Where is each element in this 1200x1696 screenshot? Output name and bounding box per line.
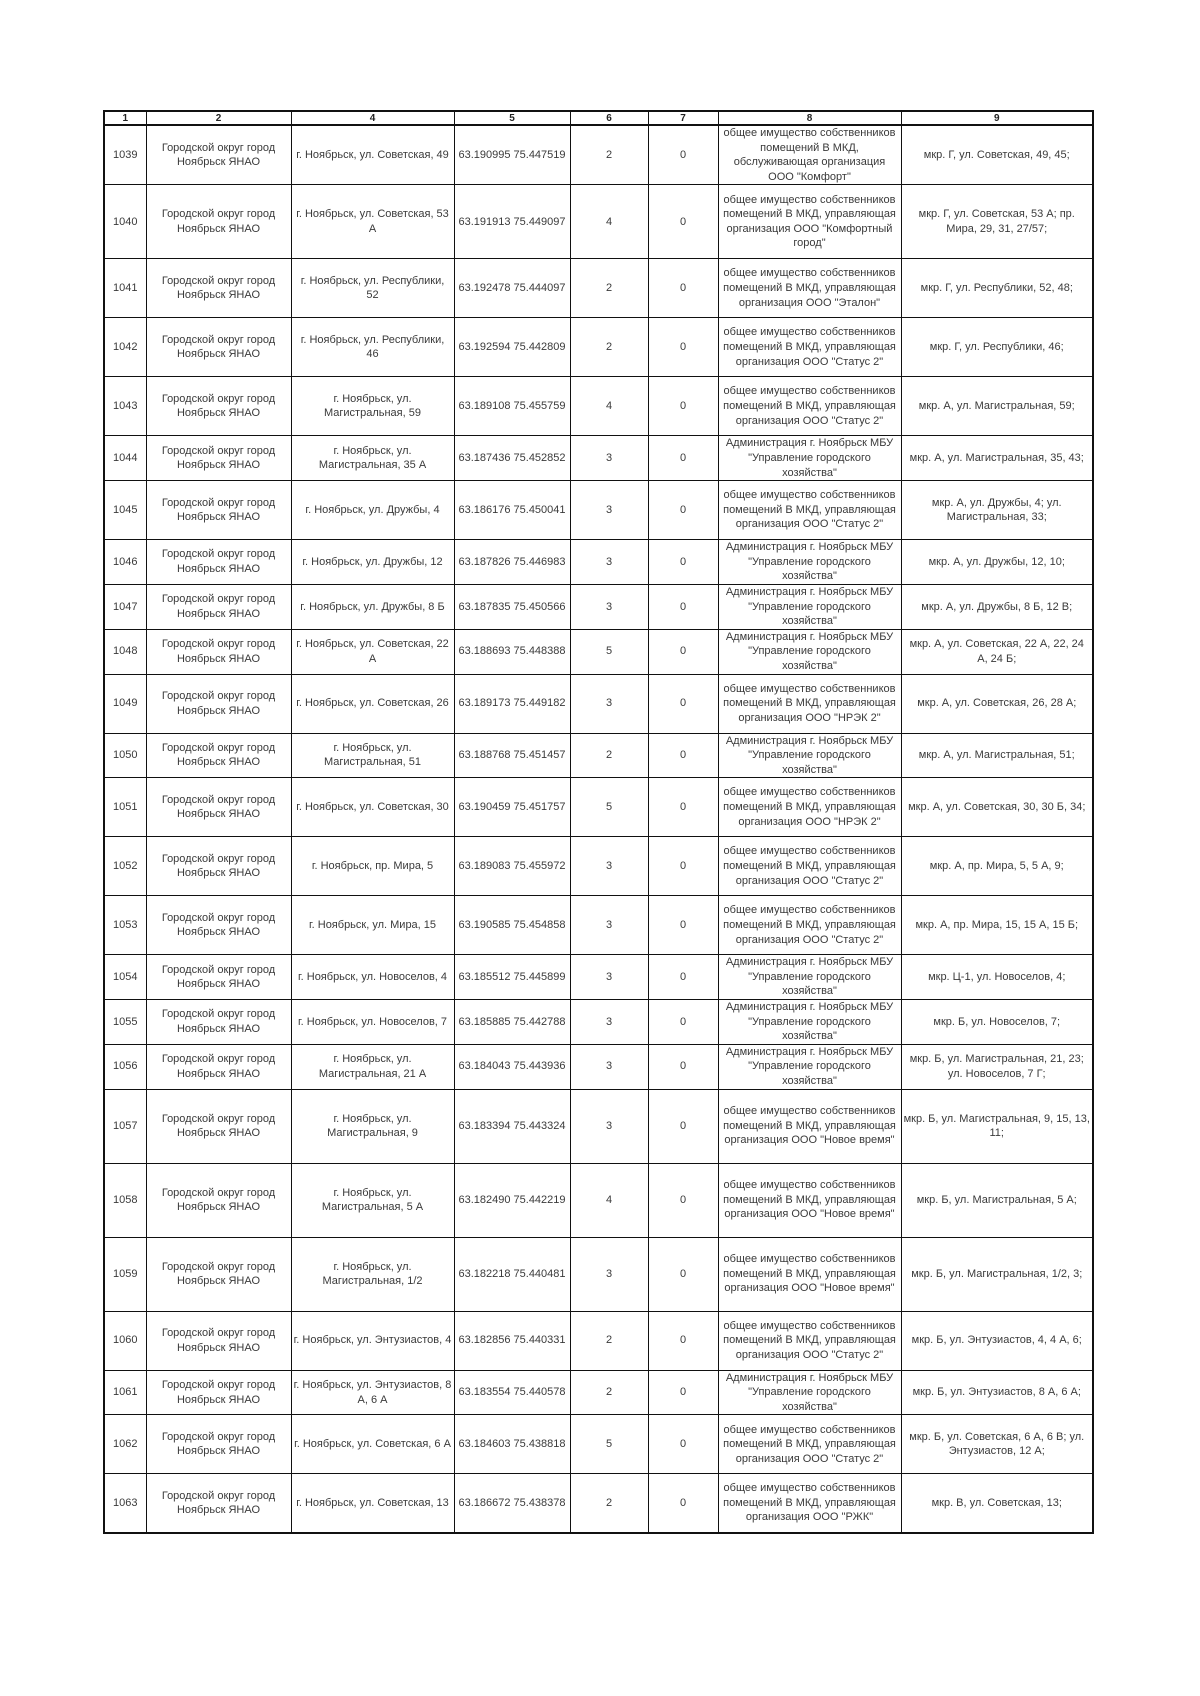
coordinates-cell: 63.185885 75.442788 [454, 1000, 570, 1045]
service-area-cell: мкр. Г, ул. Республики, 52, 48; [901, 259, 1093, 318]
municipality-cell: Городской округ город Ноябрьск ЯНАО [146, 1370, 291, 1415]
address-cell: г. Ноябрьск, ул. Дружбы, 12 [291, 540, 454, 585]
count-7-cell: 0 [648, 733, 718, 778]
row-number-cell: 1053 [104, 896, 146, 955]
owner-cell: общее имущество собственников помещений В МКД, управляющая организация ООО "РЖК" [718, 1474, 901, 1533]
count-7-cell: 0 [648, 837, 718, 896]
municipality-cell: Городской округ город Ноябрьск ЯНАО [146, 955, 291, 1000]
container-count-cell: 2 [570, 1474, 648, 1533]
table-row [104, 674, 1093, 733]
container-count-cell: 3 [570, 837, 648, 896]
row-number-cell: 1051 [104, 778, 146, 837]
owner-cell: Администрация г. Ноябрьск МБУ "Управление городского хозяйства" [718, 1044, 901, 1089]
row-number-cell: 1062 [104, 1415, 146, 1474]
count-7-cell: 0 [648, 481, 718, 540]
owner-cell: общее имущество собственников помещений В МКД, обслуживающая организация ООО "Комфорт" [718, 125, 901, 185]
table-row [104, 318, 1093, 377]
owner-cell: общее имущество собственников помещений В МКД, управляющая организация ООО "НРЭК 2" [718, 778, 901, 837]
table-row [104, 778, 1093, 837]
service-area-cell: мкр. А, ул. Советская, 30, 30 Б, 34; [901, 778, 1093, 837]
column-header: 8 [718, 111, 901, 125]
address-cell: г. Ноябрьск, ул. Советская, 53 А [291, 185, 454, 259]
address-cell: г. Ноябрьск, ул. Советская, 26 [291, 674, 454, 733]
container-count-cell: 5 [570, 629, 648, 674]
address-cell: г. Ноябрьск, ул. Республики, 46 [291, 318, 454, 377]
municipality-cell: Городской округ город Ноябрьск ЯНАО [146, 1311, 291, 1370]
coordinates-cell: 63.183394 75.443324 [454, 1089, 570, 1163]
owner-cell: общее имущество собственников помещений В МКД, управляющая организация ООО "Статус 2" [718, 1311, 901, 1370]
owner-cell: общее имущество собственников помещений В МКД, управляющая организация ООО "Статус 2" [718, 837, 901, 896]
table-row [104, 1311, 1093, 1370]
coordinates-cell: 63.190995 75.447519 [454, 125, 570, 185]
row-number-cell: 1044 [104, 436, 146, 481]
municipality-cell: Городской округ город Ноябрьск ЯНАО [146, 481, 291, 540]
coordinates-cell: 63.183554 75.440578 [454, 1370, 570, 1415]
row-number-cell: 1039 [104, 125, 146, 185]
municipality-cell: Городской округ город Ноябрьск ЯНАО [146, 259, 291, 318]
table-row [104, 1044, 1093, 1089]
service-area-cell: мкр. А, ул. Дружбы, 4; ул. Магистральная, 33; [901, 481, 1093, 540]
table-row [104, 584, 1093, 629]
service-area-cell: мкр. Г, ул. Советская, 53 А; пр. Мира, 29, 31, 27/57; [901, 185, 1093, 259]
service-area-cell: мкр. Б, ул. Магистральная, 1/2, 3; [901, 1237, 1093, 1311]
address-cell: г. Ноябрьск, ул. Магистральная, 59 [291, 377, 454, 436]
row-number-cell: 1054 [104, 955, 146, 1000]
address-cell: г. Ноябрьск, ул. Магистральная, 35 А [291, 436, 454, 481]
table-row [104, 185, 1093, 259]
municipality-cell: Городской округ город Ноябрьск ЯНАО [146, 1044, 291, 1089]
owner-cell: общее имущество собственников помещений В МКД, управляющая организация ООО "Новое время" [718, 1237, 901, 1311]
row-number-cell: 1040 [104, 185, 146, 259]
table-row [104, 955, 1093, 1000]
container-count-cell: 2 [570, 318, 648, 377]
service-area-cell: мкр. В, ул. Советская, 13; [901, 1474, 1093, 1533]
service-area-cell: мкр. А, ул. Дружбы, 12, 10; [901, 540, 1093, 585]
address-cell: г. Ноябрьск, ул. Мира, 15 [291, 896, 454, 955]
count-7-cell: 0 [648, 1000, 718, 1045]
owner-cell: общее имущество собственников помещений В МКД, управляющая организация ООО "Статус 2" [718, 377, 901, 436]
service-area-cell: мкр. Б, ул. Магистральная, 5 А; [901, 1163, 1093, 1237]
row-number-cell: 1045 [104, 481, 146, 540]
count-7-cell: 0 [648, 1089, 718, 1163]
address-cell: г. Ноябрьск, ул. Магистральная, 51 [291, 733, 454, 778]
address-cell: г. Ноябрьск, ул. Магистральная, 21 А [291, 1044, 454, 1089]
table-row [104, 837, 1093, 896]
table-row [104, 896, 1093, 955]
address-cell: г. Ноябрьск, ул. Дружбы, 4 [291, 481, 454, 540]
municipality-cell: Городской округ город Ноябрьск ЯНАО [146, 584, 291, 629]
count-7-cell: 0 [648, 1474, 718, 1533]
address-cell: г. Ноябрьск, ул. Магистральная, 9 [291, 1089, 454, 1163]
service-area-cell: мкр. Б, ул. Новоселов, 7; [901, 1000, 1093, 1045]
row-number-cell: 1057 [104, 1089, 146, 1163]
service-area-cell: мкр. А, ул. Советская, 22 А, 22, 24 А, 24 Б; [901, 629, 1093, 674]
column-header: 5 [454, 111, 570, 125]
row-number-cell: 1063 [104, 1474, 146, 1533]
count-7-cell: 0 [648, 1415, 718, 1474]
coordinates-cell: 63.182490 75.442219 [454, 1163, 570, 1237]
coordinates-cell: 63.188768 75.451457 [454, 733, 570, 778]
coordinates-cell: 63.184043 75.443936 [454, 1044, 570, 1089]
owner-cell: Администрация г. Ноябрьск МБУ "Управление городского хозяйства" [718, 436, 901, 481]
service-area-cell: мкр. Б, ул. Энтузиастов, 4, 4 А, 6; [901, 1311, 1093, 1370]
coordinates-cell: 63.189083 75.455972 [454, 837, 570, 896]
address-cell: г. Ноябрьск, ул. Советская, 49 [291, 125, 454, 185]
row-number-cell: 1043 [104, 377, 146, 436]
coordinates-cell: 63.184603 75.438818 [454, 1415, 570, 1474]
count-7-cell: 0 [648, 778, 718, 837]
table-row [104, 1163, 1093, 1237]
column-header: 9 [901, 111, 1093, 125]
container-count-cell: 3 [570, 1237, 648, 1311]
table-row [104, 481, 1093, 540]
count-7-cell: 0 [648, 318, 718, 377]
municipality-cell: Городской округ город Ноябрьск ЯНАО [146, 733, 291, 778]
container-count-cell: 5 [570, 778, 648, 837]
table-row [104, 125, 1093, 185]
municipality-cell: Городской округ город Ноябрьск ЯНАО [146, 1237, 291, 1311]
address-cell: г. Ноябрьск, ул. Энтузиастов, 4 [291, 1311, 454, 1370]
municipality-cell: Городской округ город Ноябрьск ЯНАО [146, 1163, 291, 1237]
service-area-cell: мкр. А, ул. Магистральная, 59; [901, 377, 1093, 436]
column-header: 4 [291, 111, 454, 125]
coordinates-cell: 63.187826 75.446983 [454, 540, 570, 585]
municipality-cell: Городской округ город Ноябрьск ЯНАО [146, 674, 291, 733]
municipality-cell: Городской округ город Ноябрьск ЯНАО [146, 1474, 291, 1533]
coordinates-cell: 63.190585 75.454858 [454, 896, 570, 955]
row-number-cell: 1046 [104, 540, 146, 585]
municipality-cell: Городской округ город Ноябрьск ЯНАО [146, 778, 291, 837]
address-cell: г. Ноябрьск, ул. Советская, 6 А [291, 1415, 454, 1474]
table-row [104, 540, 1093, 585]
row-number-cell: 1056 [104, 1044, 146, 1089]
address-cell: г. Ноябрьск, ул. Дружбы, 8 Б [291, 584, 454, 629]
address-cell: г. Ноябрьск, пр. Мира, 5 [291, 837, 454, 896]
address-cell: г. Ноябрьск, ул. Магистральная, 5 А [291, 1163, 454, 1237]
municipality-cell: Городской округ город Ноябрьск ЯНАО [146, 629, 291, 674]
coordinates-cell: 63.187835 75.450566 [454, 584, 570, 629]
service-area-cell: мкр. Б, ул. Магистральная, 9, 15, 13, 11; [901, 1089, 1093, 1163]
count-7-cell: 0 [648, 259, 718, 318]
column-header: 2 [146, 111, 291, 125]
row-number-cell: 1047 [104, 584, 146, 629]
owner-cell: Администрация г. Ноябрьск МБУ "Управление городского хозяйства" [718, 733, 901, 778]
service-area-cell: мкр. Б, ул. Советская, 6 А, 6 В; ул. Энтузиастов, 12 А; [901, 1415, 1093, 1474]
coordinates-cell: 63.185512 75.445899 [454, 955, 570, 1000]
container-count-cell: 5 [570, 1415, 648, 1474]
row-number-cell: 1049 [104, 674, 146, 733]
address-cell: г. Ноябрьск, ул. Новоселов, 7 [291, 1000, 454, 1045]
container-count-cell: 3 [570, 896, 648, 955]
count-7-cell: 0 [648, 1370, 718, 1415]
owner-cell: Администрация г. Ноябрьск МБУ "Управление городского хозяйства" [718, 955, 901, 1000]
owner-cell: общее имущество собственников помещений В МКД, управляющая организация ООО "Статус 2" [718, 318, 901, 377]
address-cell: г. Ноябрьск, ул. Новоселов, 4 [291, 955, 454, 1000]
owner-cell: общее имущество собственников помещений В МКД, управляющая организация ООО "Новое время" [718, 1089, 901, 1163]
coordinates-cell: 63.189173 75.449182 [454, 674, 570, 733]
owner-cell: Администрация г. Ноябрьск МБУ "Управление городского хозяйства" [718, 1370, 901, 1415]
row-number-cell: 1060 [104, 1311, 146, 1370]
count-7-cell: 0 [648, 1163, 718, 1237]
count-7-cell: 0 [648, 955, 718, 1000]
coordinates-cell: 63.191913 75.449097 [454, 185, 570, 259]
container-count-cell: 4 [570, 377, 648, 436]
municipality-cell: Городской округ город Ноябрьск ЯНАО [146, 1089, 291, 1163]
row-number-cell: 1050 [104, 733, 146, 778]
municipality-cell: Городской округ город Ноябрьск ЯНАО [146, 896, 291, 955]
coordinates-cell: 63.192478 75.444097 [454, 259, 570, 318]
coordinates-cell: 63.182856 75.440331 [454, 1311, 570, 1370]
container-count-cell: 2 [570, 1370, 648, 1415]
count-7-cell: 0 [648, 540, 718, 585]
owner-cell: общее имущество собственников помещений В МКД, управляющая организация ООО "Статус 2" [718, 1415, 901, 1474]
table-row [104, 1370, 1093, 1415]
coordinates-cell: 63.190459 75.451757 [454, 778, 570, 837]
table-row [104, 377, 1093, 436]
row-number-cell: 1042 [104, 318, 146, 377]
container-count-cell: 2 [570, 125, 648, 185]
table-row [104, 436, 1093, 481]
row-number-cell: 1052 [104, 837, 146, 896]
count-7-cell: 0 [648, 584, 718, 629]
count-7-cell: 0 [648, 377, 718, 436]
service-area-cell: мкр. А, ул. Советская, 26, 28 А; [901, 674, 1093, 733]
header-row [104, 111, 1093, 125]
service-area-cell: мкр. А, ул. Магистральная, 51; [901, 733, 1093, 778]
municipality-cell: Городской округ город Ноябрьск ЯНАО [146, 540, 291, 585]
service-area-cell: мкр. А, ул. Дружбы, 8 Б, 12 В; [901, 584, 1093, 629]
count-7-cell: 0 [648, 125, 718, 185]
container-count-cell: 3 [570, 674, 648, 733]
column-header: 6 [570, 111, 648, 125]
container-count-cell: 3 [570, 584, 648, 629]
row-number-cell: 1048 [104, 629, 146, 674]
column-header: 1 [104, 111, 146, 125]
coordinates-cell: 63.186176 75.450041 [454, 481, 570, 540]
table-row [104, 1000, 1093, 1045]
count-7-cell: 0 [648, 1237, 718, 1311]
address-cell: г. Ноябрьск, ул. Республики, 52 [291, 259, 454, 318]
column-header: 7 [648, 111, 718, 125]
container-count-cell: 3 [570, 436, 648, 481]
owner-cell: общее имущество собственников помещений В МКД, управляющая организация ООО "Эталон" [718, 259, 901, 318]
count-7-cell: 0 [648, 185, 718, 259]
coordinates-cell: 63.192594 75.442809 [454, 318, 570, 377]
coordinates-cell: 63.189108 75.455759 [454, 377, 570, 436]
owner-cell: Администрация г. Ноябрьск МБУ "Управление городского хозяйства" [718, 1000, 901, 1045]
service-area-cell: мкр. А, пр. Мира, 15, 15 А, 15 Б; [901, 896, 1093, 955]
service-area-cell: мкр. Г, ул. Советская, 49, 45; [901, 125, 1093, 185]
owner-cell: Администрация г. Ноябрьск МБУ "Управление городского хозяйства" [718, 540, 901, 585]
table-row [104, 629, 1093, 674]
owner-cell: общее имущество собственников помещений В МКД, управляющая организация ООО "Новое время" [718, 1163, 901, 1237]
container-count-cell: 3 [570, 1089, 648, 1163]
table-row [104, 1474, 1093, 1533]
municipality-cell: Городской округ город Ноябрьск ЯНАО [146, 837, 291, 896]
count-7-cell: 0 [648, 436, 718, 481]
table-row [104, 1237, 1093, 1311]
owner-cell: Администрация г. Ноябрьск МБУ "Управление городского хозяйства" [718, 629, 901, 674]
container-count-cell: 2 [570, 259, 648, 318]
address-cell: г. Ноябрьск, ул. Советская, 22 А [291, 629, 454, 674]
container-count-cell: 3 [570, 1000, 648, 1045]
container-count-cell: 3 [570, 1044, 648, 1089]
municipality-cell: Городской округ город Ноябрьск ЯНАО [146, 377, 291, 436]
service-area-cell: мкр. Б, ул. Энтузиастов, 8 А, 6 А; [901, 1370, 1093, 1415]
coordinates-cell: 63.182218 75.440481 [454, 1237, 570, 1311]
count-7-cell: 0 [648, 1311, 718, 1370]
owner-cell: общее имущество собственников помещений В МКД, управляющая организация ООО "Статус 2" [718, 481, 901, 540]
container-count-cell: 2 [570, 733, 648, 778]
count-7-cell: 0 [648, 1044, 718, 1089]
container-count-cell: 4 [570, 1163, 648, 1237]
container-count-cell: 2 [570, 1311, 648, 1370]
count-7-cell: 0 [648, 629, 718, 674]
table-row [104, 259, 1093, 318]
service-area-cell: мкр. Ц-1, ул. Новоселов, 4; [901, 955, 1093, 1000]
registry-table [103, 110, 1094, 1534]
municipality-cell: Городской округ город Ноябрьск ЯНАО [146, 318, 291, 377]
count-7-cell: 0 [648, 674, 718, 733]
service-area-cell: мкр. А, ул. Магистральная, 35, 43; [901, 436, 1093, 481]
address-cell: г. Ноябрьск, ул. Магистральная, 1/2 [291, 1237, 454, 1311]
container-count-cell: 3 [570, 955, 648, 1000]
owner-cell: общее имущество собственников помещений В МКД, управляющая организация ООО "Статус 2" [718, 896, 901, 955]
count-7-cell: 0 [648, 896, 718, 955]
municipality-cell: Городской округ город Ноябрьск ЯНАО [146, 125, 291, 185]
address-cell: г. Ноябрьск, ул. Советская, 13 [291, 1474, 454, 1533]
owner-cell: общее имущество собственников помещений В МКД, управляющая организация ООО "Комфортный город" [718, 185, 901, 259]
coordinates-cell: 63.186672 75.438378 [454, 1474, 570, 1533]
row-number-cell: 1041 [104, 259, 146, 318]
coordinates-cell: 63.187436 75.452852 [454, 436, 570, 481]
service-area-cell: мкр. Б, ул. Магистральная, 21, 23; ул. Новоселов, 7 Г; [901, 1044, 1093, 1089]
container-count-cell: 3 [570, 540, 648, 585]
row-number-cell: 1058 [104, 1163, 146, 1237]
address-cell: г. Ноябрьск, ул. Энтузиастов, 8 А, 6 А [291, 1370, 454, 1415]
container-count-cell: 3 [570, 481, 648, 540]
row-number-cell: 1059 [104, 1237, 146, 1311]
row-number-cell: 1055 [104, 1000, 146, 1045]
municipality-cell: Городской округ город Ноябрьск ЯНАО [146, 1000, 291, 1045]
owner-cell: общее имущество собственников помещений В МКД, управляющая организация ООО "НРЭК 2" [718, 674, 901, 733]
table-row [104, 1415, 1093, 1474]
owner-cell: Администрация г. Ноябрьск МБУ "Управление городского хозяйства" [718, 584, 901, 629]
service-area-cell: мкр. А, пр. Мира, 5, 5 А, 9; [901, 837, 1093, 896]
container-count-cell: 4 [570, 185, 648, 259]
table-row [104, 1089, 1093, 1163]
municipality-cell: Городской округ город Ноябрьск ЯНАО [146, 1415, 291, 1474]
municipality-cell: Городской округ город Ноябрьск ЯНАО [146, 185, 291, 259]
coordinates-cell: 63.188693 75.448388 [454, 629, 570, 674]
address-cell: г. Ноябрьск, ул. Советская, 30 [291, 778, 454, 837]
service-area-cell: мкр. Г, ул. Республики, 46; [901, 318, 1093, 377]
table-row [104, 733, 1093, 778]
municipality-cell: Городской округ город Ноябрьск ЯНАО [146, 436, 291, 481]
row-number-cell: 1061 [104, 1370, 146, 1415]
